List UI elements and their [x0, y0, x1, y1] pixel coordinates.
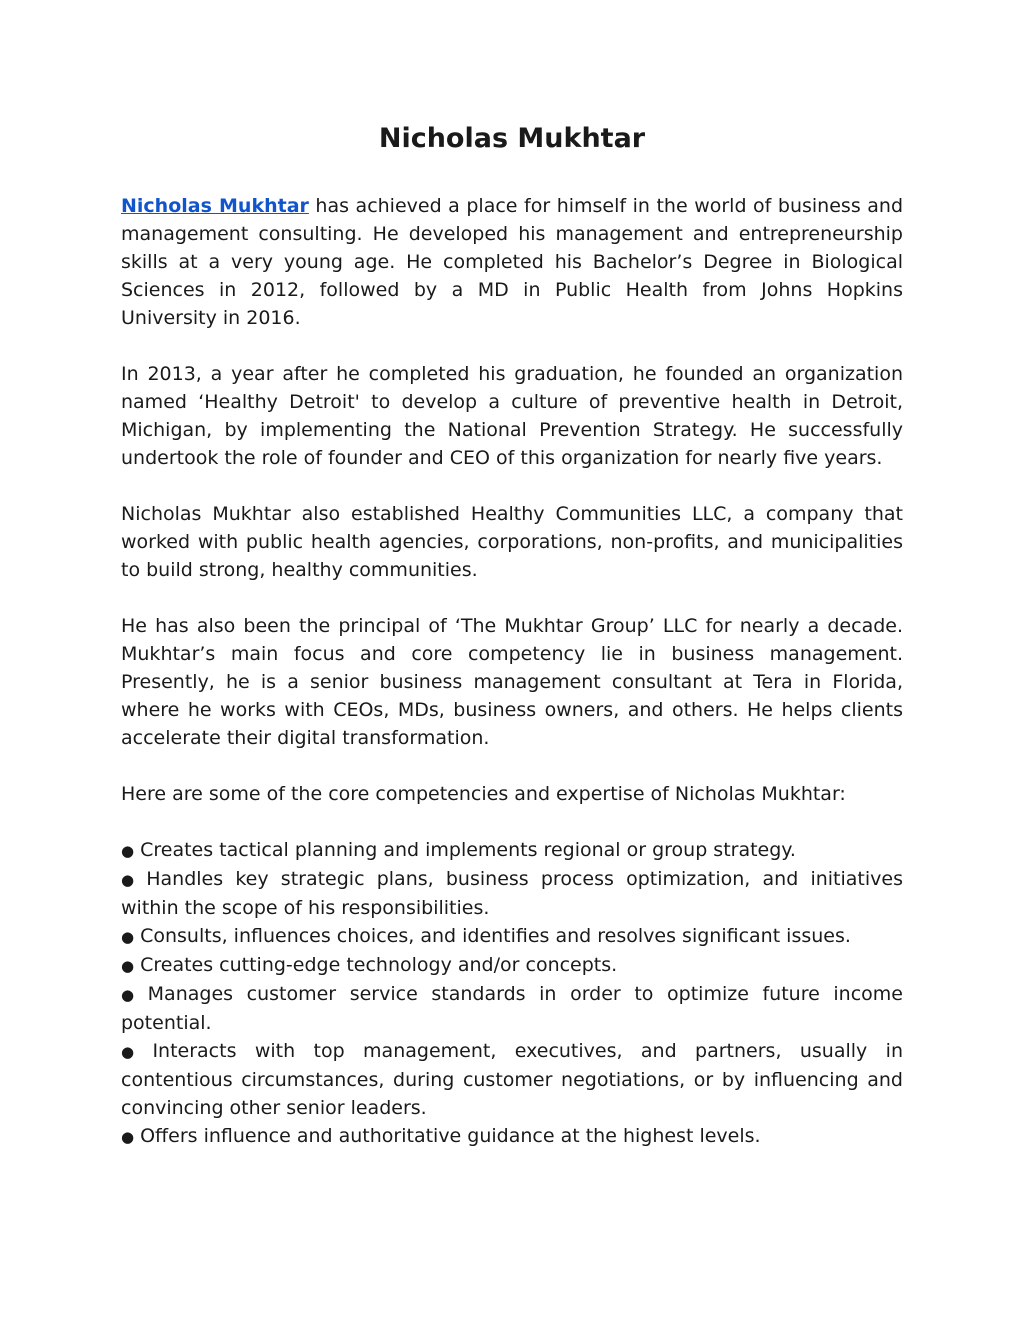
list-item: ● Interacts with top management, executives, and partners, usually in contentious circumstances, during customer negotiations, or by influencing and convincing other senior leaders.: [121, 1040, 903, 1119]
bullet-icon: ●: [121, 1043, 147, 1061]
paragraph-competencies-intro: Here are some of the core competencies and expertise of Nicholas Mukhtar:: [121, 783, 846, 805]
bullet-icon: ●: [121, 928, 135, 946]
list-item: ● Creates cutting-edge technology and/or concepts.: [121, 954, 618, 976]
competencies-list: [121, 836, 903, 1151]
bullet-icon: ●: [121, 842, 135, 860]
list-item: ● Offers influence and authoritative guidance at the highest levels.: [121, 1125, 761, 1147]
intro-paragraph: [121, 192, 903, 332]
paragraph-mukhtar-group: He has also been the principal of ‘The Mukhtar Group’ LLC for nearly a decade. Mukhtar’s main focus and core competency lie in business management. Presently, he is a senior business management consultant at Tera in Florida, where he works with CEOs, MDs, business owners, and others. He helps clients accelerate their digital transformation.: [121, 615, 903, 749]
bullet-icon: ●: [121, 1128, 135, 1146]
bullet-icon: ●: [121, 957, 135, 975]
page-title: Nicholas Mukhtar: [378, 123, 646, 154]
intro-text: has achieved a place for himself in the world of business and management consulting. He developed his management and entrepreneurship skills at a very young age. He completed his Bachelor’s Degree in Biological Sciences in 2012, followed by a MD in Public Health from Johns Hopkins University in 2016.: [121, 195, 903, 329]
bullet-icon: ●: [121, 871, 141, 889]
list-item: ● Handles key strategic plans, business process optimization, and initiatives within the scope of his responsibilities.: [121, 868, 903, 919]
document-body: [121, 192, 903, 1151]
list-item: ● Manages customer service standards in order to optimize future income potential.: [121, 983, 903, 1034]
paragraph-healthy-detroit: In 2013, a year after he completed his graduation, he founded an organization named ‘Healthy Detroit' to develop a culture of preventive health in Detroit, Michigan, by implementing the National Prevention Strategy. He successfully undertook the role of founder and CEO of this organization for nearly five years.: [121, 363, 903, 469]
bullet-icon: ●: [121, 986, 142, 1004]
list-item: ● Consults, influences choices, and identifies and resolves significant issues.: [121, 925, 851, 947]
list-item: ● Creates tactical planning and implements regional or group strategy.: [121, 839, 796, 861]
paragraph-healthy-communities: Nicholas Mukhtar also established Healthy Communities LLC, a company that worked with public health agencies, corporations, non-profits, and municipalities to build strong, healthy communities.: [121, 503, 903, 581]
name-link[interactable]: Nicholas Mukhtar: [121, 195, 309, 217]
